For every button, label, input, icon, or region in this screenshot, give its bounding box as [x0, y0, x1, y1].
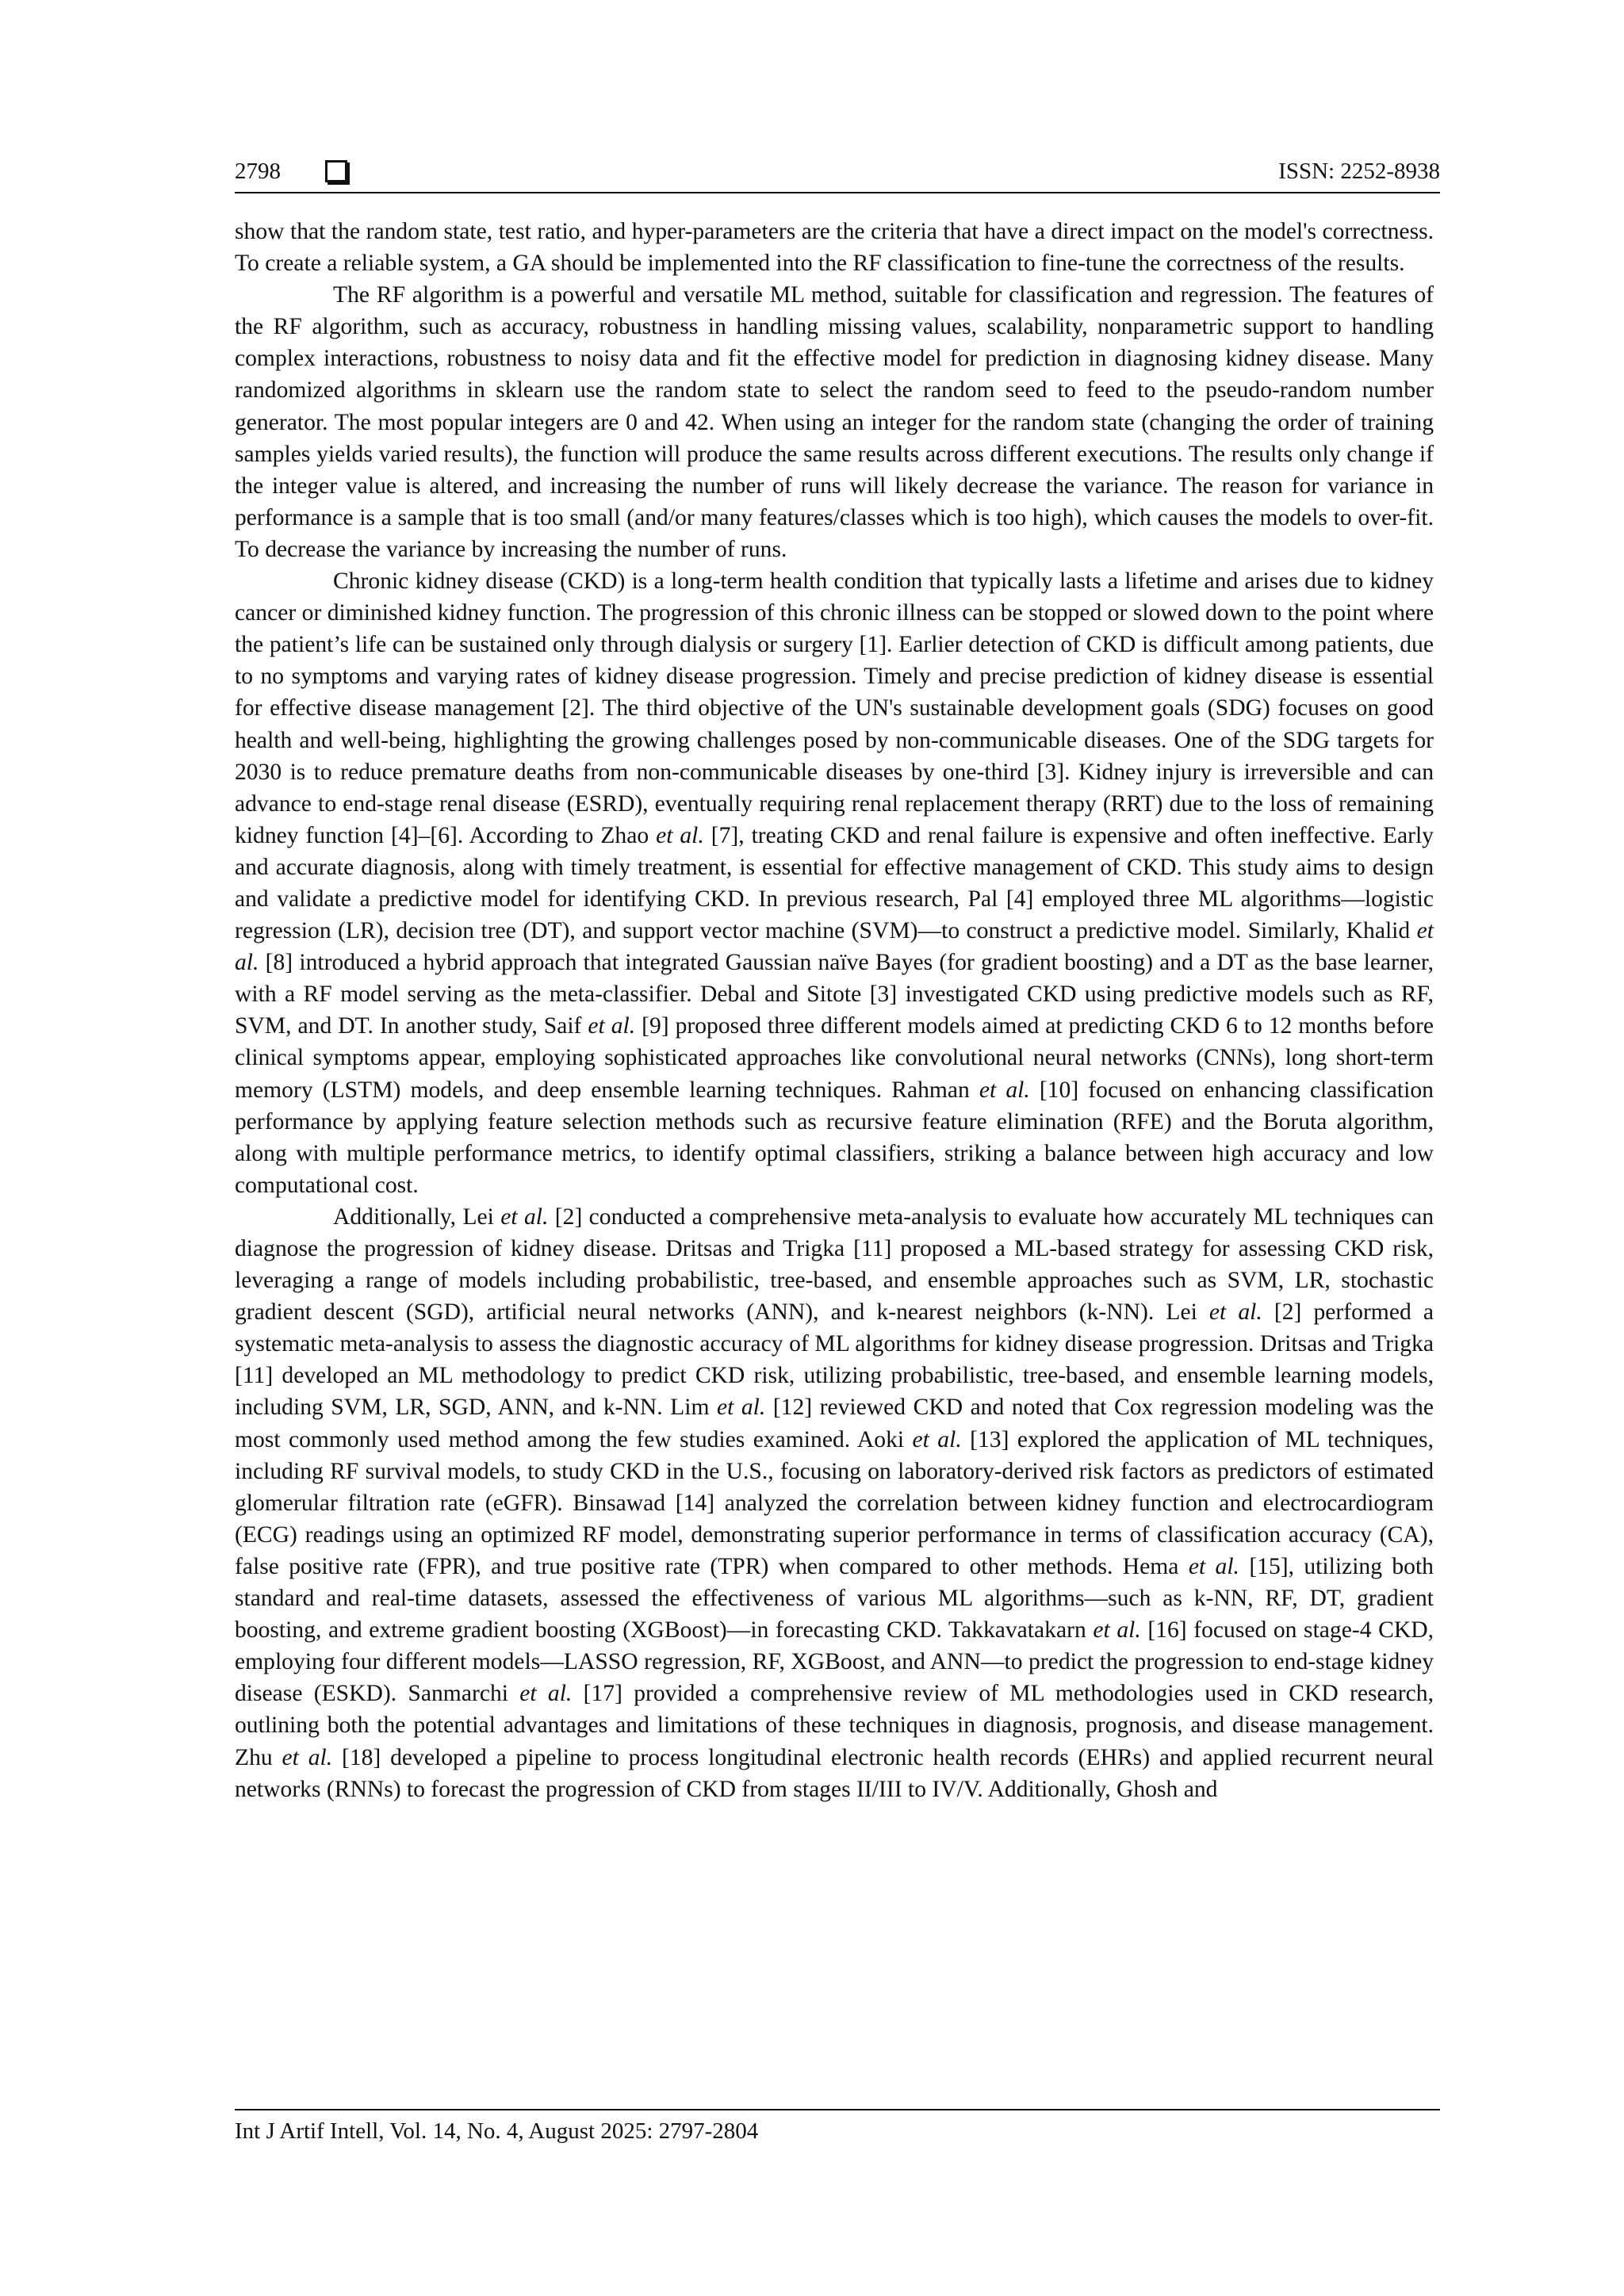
checkbox-square-icon	[325, 160, 347, 182]
paragraph: Additionally, Lei et al. [2] conducted a comprehensive meta-analysis to evaluate how accurately ML techniques can diagnose the progression of kidney disease. Dritsas and Trigka [11] proposed a ML-based strategy for assessing CKD risk, leveraging a range of models including probabilistic, tree-based, and ensemble approaches such as SVM, LR, stochastic gradient descent (SGD), artificial neural networks (ANN), and k-nearest neighbors (k-NN). Lei et al. [2] performed a systematic meta-analysis to assess the diagnostic accuracy of ML algorithms for kidney disease progression. Dritsas and Trigka [11] developed an ML methodology to predict CKD risk, utilizing probabilistic, tree-based, and ensemble learning models, including SVM, LR, SGD, ANN, and k-NN. Lim et al. [12] reviewed CKD and noted that Cox regression modeling was the most commonly used method among the few studies examined. Aoki et al. [13] explored the application of ML techniques, including RF survival models, to study CKD in the U.S., focusing on laboratory-derived risk factors as predictors of estimated glomerular filtration rate (eGFR). Binsawad [14] analyzed the correlation between kidney function and electrocardiogram (ECG) readings using an optimized RF model, demonstrating superior performance in terms of classification accuracy (CA), false positive rate (FPR), and true positive rate (TPR) when compared to other methods. Hema et al. [15], utilizing both standard and real-time datasets, assessed the effectiveness of various ML algorithms—such as k-NN, RF, DT, gradient boosting, and extreme gradient boosting (XGBoost)—in forecasting CKD. Takkavatakarn et al. [16] focused on stage-4 CKD, employing four different models—LASSO regression, RF, XGBoost, and ANN—to predict the progression to end-stage kidney disease (ESKD). Sanmarchi et al. [17] provided a comprehensive review of ML methodologies used in CKD research, outlining both the potential advantages and limitations of these techniques in diagnosis, prognosis, and disease management. Zhu et al. [18] developed a pipeline to process longitudinal electronic health records (EHRs) and applied recurrent neural networks (RNNs) to forecast the progression of CKD from stages II/III to IV/V. Additionally, Ghosh and	[235, 1203, 1434, 1802]
footer-rule	[235, 2109, 1440, 2110]
paragraph: show that the random state, test ratio, and hyper-parameters are the criteria that have a direct impact on the model's correctness. To create a reliable system, a GA should be implemented into the RF classification to fine-tune the correctness of the results.	[235, 219, 1434, 277]
page-number: 2798	[235, 159, 281, 184]
header-rule	[235, 192, 1440, 193]
journal-citation: Int J Artif Intell, Vol. 14, No. 4, August 2025: 2797-2804	[235, 2118, 759, 2144]
paragraph: The RF algorithm is a powerful and versatile ML method, suitable for classification and regression. The features of the RF algorithm, such as accuracy, robustness in handling missing values, scalability, nonparametric support to handling complex interactions, robustness to noisy data and fit the effective model for prediction in diagnosing kidney disease. Many randomized algorithms in sklearn use the random state to select the random seed to feed to the pseudo-random number generator. The most popular integers are 0 and 42. When using an integer for the random state (changing the order of training samples yields varied results), the function will produce the same results across different executions. The results only change if the integer value is altered, and increasing the number of runs will likely decrease the variance. The reason for variance in performance is a sample that is too small (and/or many features/classes which is too high), which causes the models to over-fit. To decrease the variance by increasing the number of runs.	[235, 282, 1434, 562]
paragraph: Chronic kidney disease (CKD) is a long-term health condition that typically lasts a lifetime and arises due to kidney cancer or diminished kidney function. The progression of this chronic illness can be stopped or slowed down to the point where the patient’s life can be sustained only through dialysis or surgery [1]. Earlier detection of CKD is difficult among patients, due to no symptoms and varying rates of kidney disease progression. Timely and precise prediction of kidney disease is essential for effective disease management [2]. The third objective of the UN's sustainable development goals (SDG) focuses on good health and well-being, highlighting the growing challenges posed by non-communicable diseases. One of the SDG targets for 2030 is to reduce premature deaths from non-communicable diseases by one-third [3]. Kidney injury is irreversible and can advance to end-stage renal disease (ESRD), eventually requiring renal replacement therapy (RRT) due to the loss of remaining kidney function [4]–[6]. According to Zhao et al. [7], treating CKD and renal failure is expensive and often ineffective. Early and accurate diagnosis, along with timely treatment, is essential for effective management of CKD. This study aims to design and validate a predictive model for identifying CKD. In previous research, Pal [4] employed three ML algorithms—logistic regression (LR), decision tree (DT), and support vector machine (SVM)—to construct a predictive model. Similarly, Khalid et al. [8] introduced a hybrid approach that integrated Gaussian naïve Bayes (for gradient boosting) and a DT as the base learner, with a RF model serving as the meta-classifier. Debal and Sitote [3] investigated CKD using predictive models such as RF, SVM, and DT. In another study, Saif et al. [9] proposed three different models aimed at predicting CKD 6 to 12 months before clinical symptoms appear, employing sophisticated approaches like convolutional neural networks (CNNs), long short-term memory (LSTM) models, and deep ensemble learning techniques. Rahman et al. [10] focused on enhancing classification performance by applying feature selection methods such as recursive feature elimination (RFE) and the Boruta algorithm, along with multiple performance metrics, to identify optimal classifiers, striking a balance between high accuracy and low computational cost.	[235, 568, 1434, 1198]
page-header	[235, 155, 1440, 193]
journal-issn: ISSN: 2252-8938	[1278, 159, 1440, 184]
article-body	[235, 216, 1434, 1805]
